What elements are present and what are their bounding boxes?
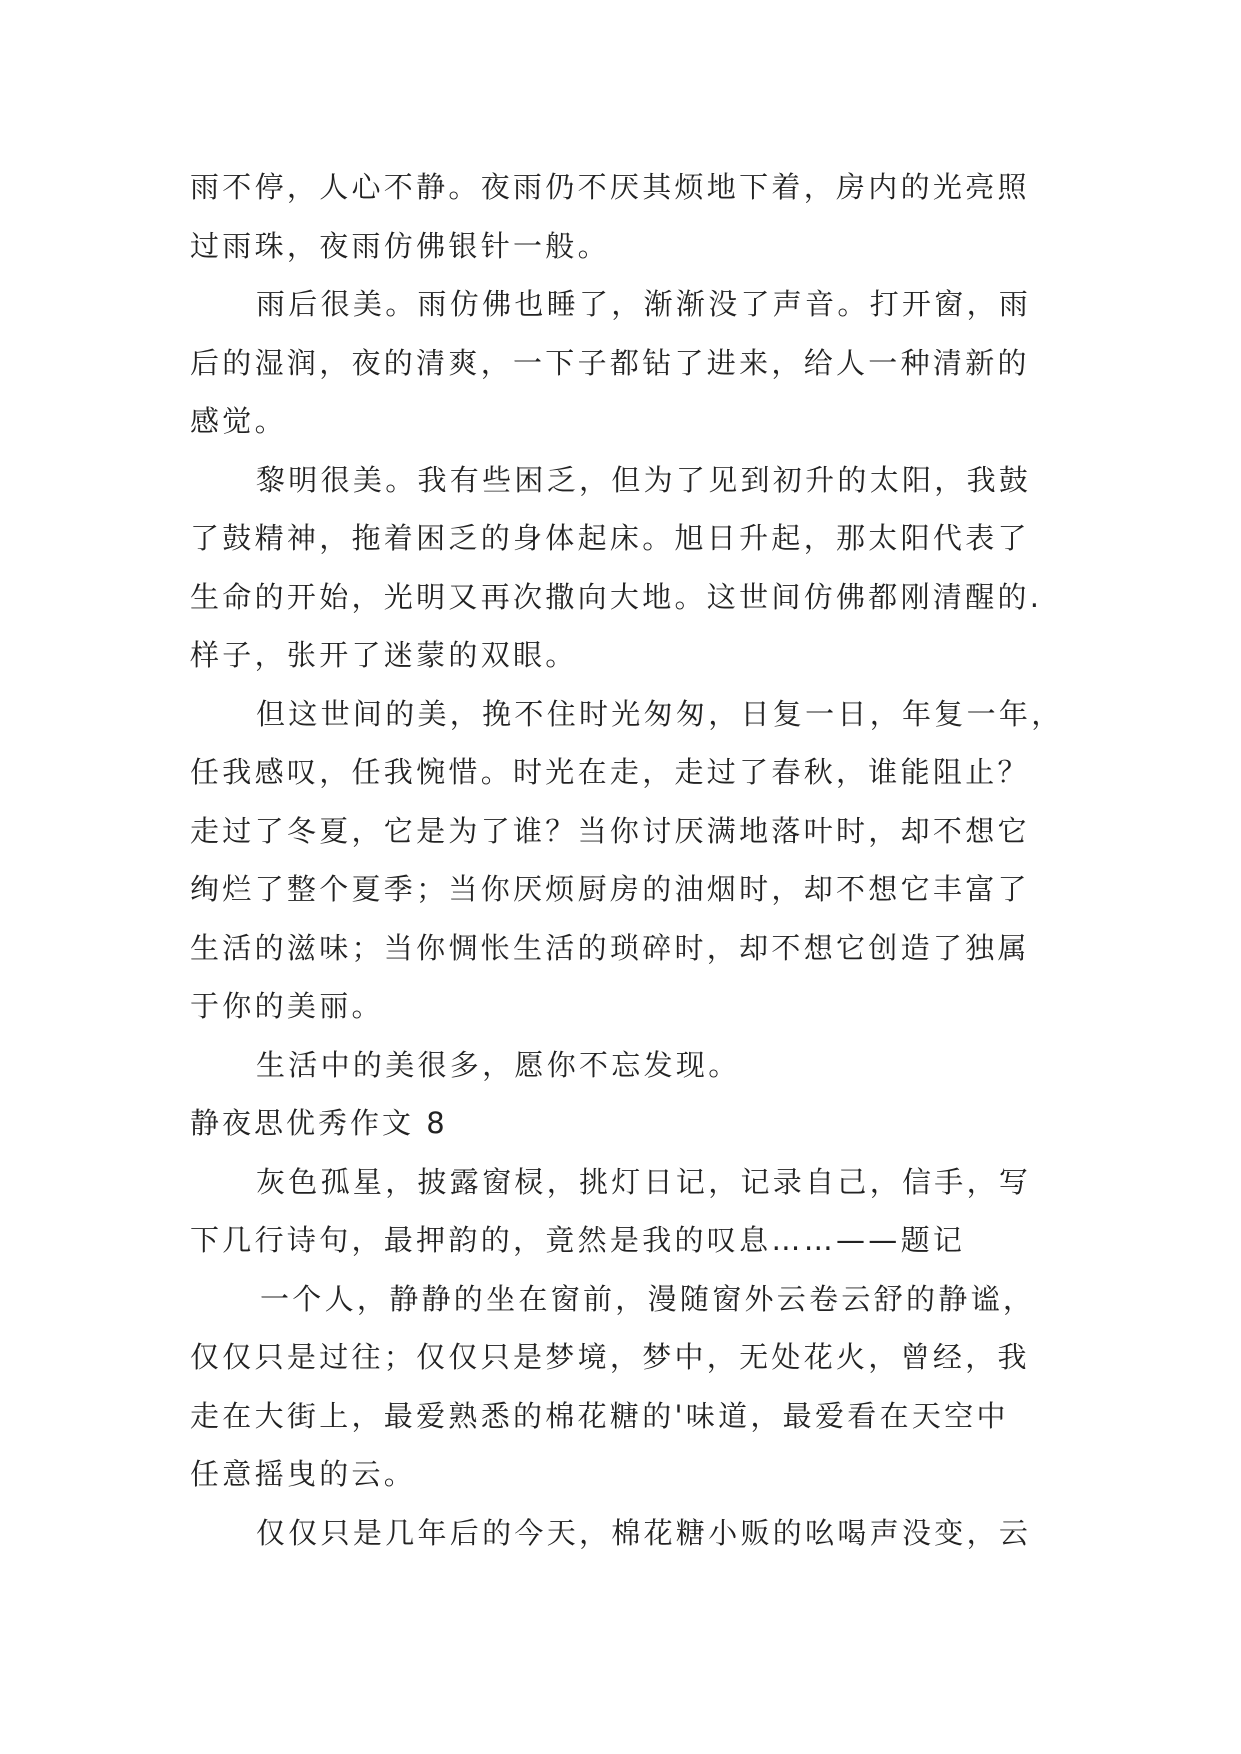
text-line: 走在大街上，最爱熟悉的棉花糖的'味道，最爱看在天空中 xyxy=(190,1398,1009,1433)
paragraph-start-line: 一个人，静静的坐在窗前，漫随窗外云卷云舒的静谧， xyxy=(260,1281,1036,1316)
document-body xyxy=(190,158,1090,1562)
paragraph-start-line: 但这世间的美，挽不住时光匆匆，日复一日，年复一年， xyxy=(256,696,1064,731)
text-line: 于你的美丽。 xyxy=(190,989,384,1023)
text-line: 过雨珠，夜雨仿佛银针一般。 xyxy=(190,228,610,263)
text-line: 任意摇曳的云。 xyxy=(190,1457,417,1491)
section-title: 静夜思优秀作文 8 xyxy=(190,1106,448,1140)
text-line: 绚烂了整个夏季；当你厌烦厨房的油烟时，却不想它丰富了 xyxy=(190,872,1030,906)
text-line: 走过了冬夏，它是为了谁？当你讨厌满地落叶时，却不想它 xyxy=(190,813,1030,848)
paragraph-start-line: 生活中的美很多，愿你不忘发现。 xyxy=(256,1047,741,1082)
text-line: 雨不停，人心不静。夜雨仍不厌其烦地下着，房内的光亮照 xyxy=(190,170,1030,204)
paragraph-start-line: 雨后很美。雨仿佛也睡了，渐渐没了声音。打开窗，雨 xyxy=(256,287,1032,321)
text-line: 感觉。 xyxy=(190,404,287,438)
text-line: 了鼓精神，拖着困乏的身体起床。旭日升起，那太阳代表了 xyxy=(190,521,1030,555)
text-line: 下几行诗句，最押韵的，竟然是我的叹息……——题记 xyxy=(190,1223,966,1257)
paragraph-start-line: 仅仅只是几年后的今天，棉花糖小贩的吆喝声没变，云 xyxy=(256,1515,1032,1550)
text-line: 样子，张开了迷蒙的双眼。 xyxy=(190,638,578,672)
text-line: 生活的滋味；当你惆怅生活的琐碎时，却不想它创造了独属 xyxy=(190,930,1030,965)
text-line: 仅仅只是过往；仅仅只是梦境，梦中，无处花火，曾经，我 xyxy=(190,1340,1030,1374)
text-line: 后的湿润，夜的清爽，一下子都钻了进来，给人一种清新的 xyxy=(190,345,1030,380)
text-line: 任我感叹，任我惋惜。时光在走，走过了春秋，谁能阻止？ xyxy=(190,755,1030,789)
paragraph-start-line: 黎明很美。我有些困乏，但为了见到初升的太阳，我鼓 xyxy=(256,462,1032,497)
text-line: 生命的开始，光明又再次撒向大地。这世间仿佛都刚清醒的. xyxy=(190,579,1043,614)
paragraph-start-line: 灰色孤星，披露窗棂，挑灯日记，记录自己，信手，写 xyxy=(256,1164,1032,1199)
